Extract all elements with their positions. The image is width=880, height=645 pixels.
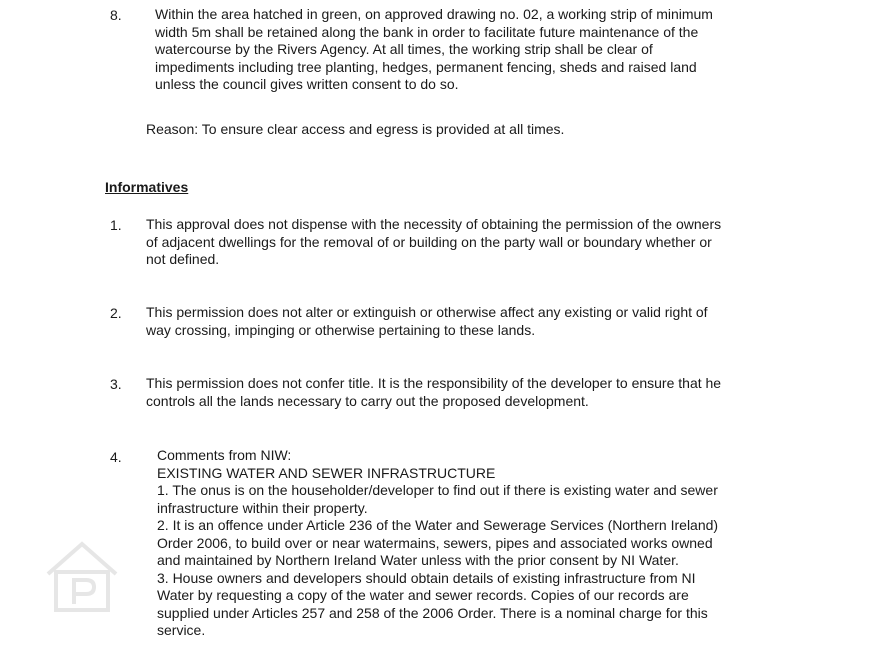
text-line: unless the council gives written consent to do so.	[155, 76, 459, 92]
condition-8-reason: Reason: To ensure clear access and egress is provided at all times.	[146, 121, 565, 137]
informative-4-text	[157, 447, 718, 640]
text-line: Order 2006, to build over or near watermains, sewers, pipes and associated works owned	[157, 534, 713, 551]
text-line: 3. House owners and developers should obtain details of existing infrastructure from NI	[157, 569, 696, 586]
text-line: not defined.	[146, 251, 220, 267]
text-line: EXISTING WATER AND SEWER INFRASTRUCTURE	[157, 464, 496, 481]
informative-1-text	[146, 216, 721, 269]
text-line: impediments including tree planting, hedges, permanent fencing, sheds and raised land	[155, 58, 697, 75]
text-line: This permission does not alter or extinguish or otherwise affect any existing or valid right of	[146, 304, 708, 320]
informative-3-text	[146, 375, 721, 410]
text-line: Within the area hatched in green, on approved drawing no. 02, a working strip of minimum	[155, 6, 713, 22]
text-line: This permission does not confer title. It is the responsibility of the developer to ensure that he	[146, 375, 722, 391]
condition-8-number: 8.	[110, 7, 122, 23]
text-line: Water by requesting a copy of the water and sewer records. Copies of our records are	[157, 587, 689, 603]
text-line: service.	[157, 622, 206, 638]
text-line: width 5m shall be retained along the bank in order to facilitate future maintenance of the	[155, 23, 699, 40]
informative-2-text	[146, 304, 708, 339]
informative-2-number: 2.	[110, 305, 122, 321]
text-line: Comments from NIW:	[157, 447, 292, 463]
text-line: infrastructure within their property.	[157, 499, 368, 516]
text-line: way crossing, impinging or otherwise pertaining to these lands.	[146, 321, 536, 338]
text-line: This approval does not dispense with the necessity of obtaining the permission of the owners	[146, 216, 722, 232]
informative-1-number: 1.	[110, 217, 122, 233]
informatives-heading: Informatives	[105, 179, 189, 195]
text-line: 2. It is an offence under Article 236 of the Water and Sewerage Services (Northern Ireland)	[157, 517, 719, 533]
house-logo-watermark-icon	[42, 536, 122, 616]
text-line: controls all the lands necessary to carry out the proposed development.	[146, 392, 589, 409]
condition-8-text	[155, 6, 713, 94]
text-line: of adjacent dwellings for the removal of or building on the party wall or boundary whether or	[146, 233, 712, 250]
text-line: and maintained by Northern Ireland Water unless with the prior consent by NI Water.	[157, 552, 679, 568]
text-line: watercourse by the Rivers Agency. At all times, the working strip shall be clear of	[155, 41, 653, 57]
informative-4-number: 4.	[110, 449, 122, 465]
text-line: supplied under Articles 257 and 258 of the 2006 Order. There is a nominal charge for this	[157, 604, 708, 621]
text-line: 1. The onus is on the householder/developer to find out if there is existing water and sewer	[157, 482, 718, 498]
informative-3-number: 3.	[110, 376, 122, 392]
